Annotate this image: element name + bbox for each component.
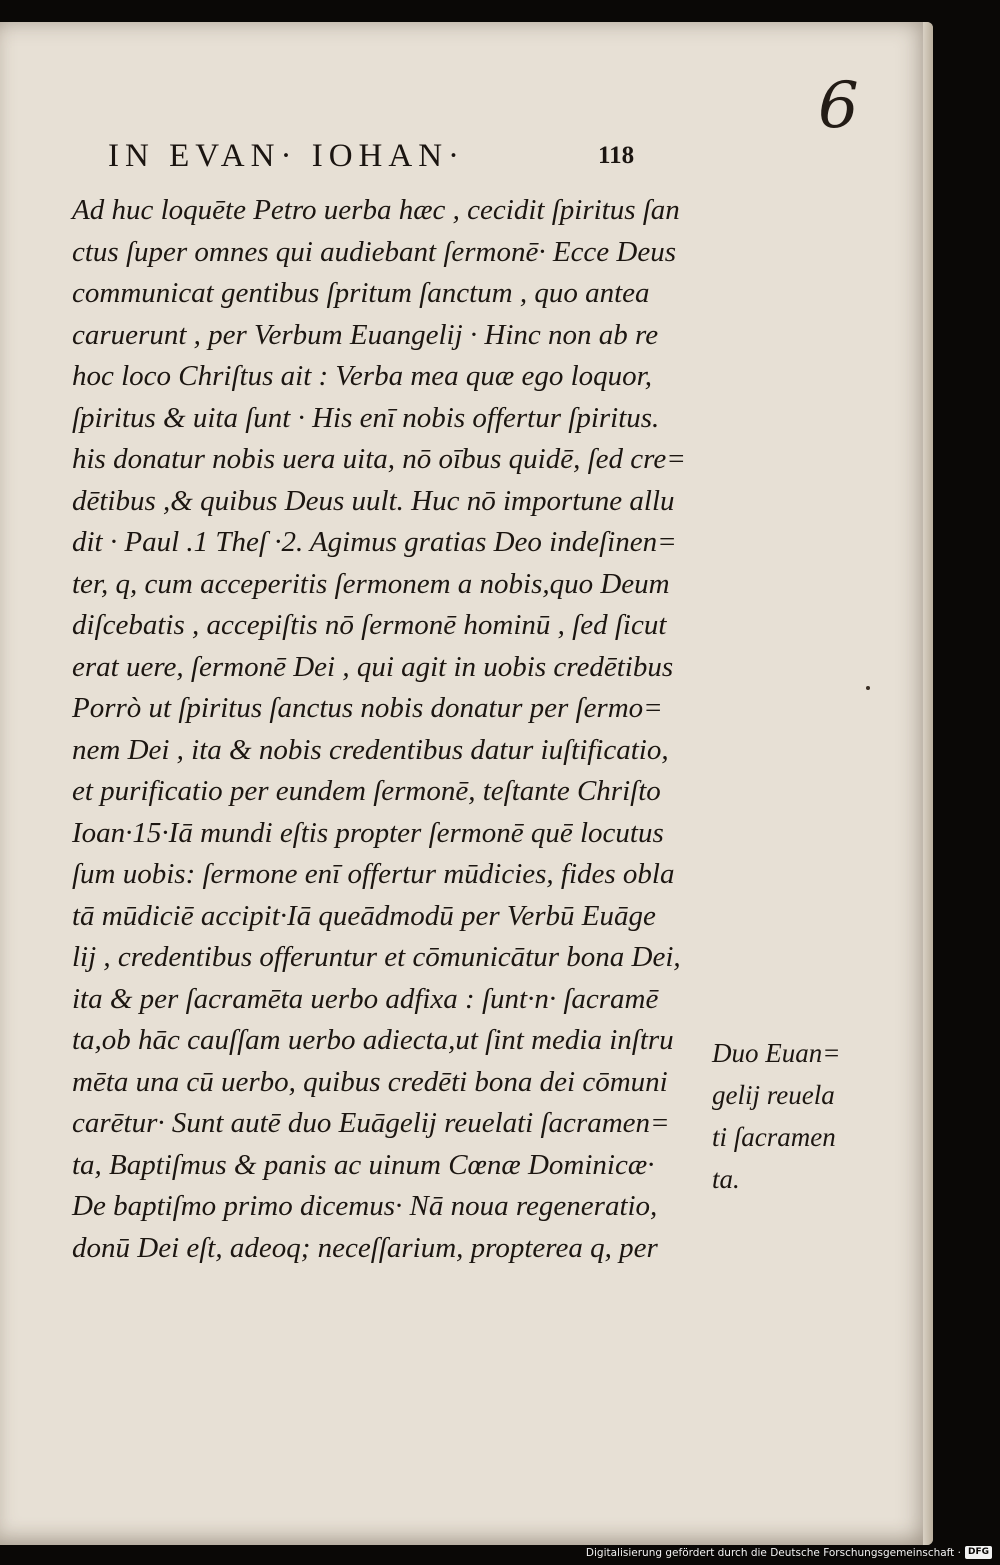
body-text: [72, 190, 712, 1269]
text-line: hoc loco Chriſtus ait : Verba mea quæ ego loquor,: [72, 360, 652, 392]
text-line: Ad huc loquēte Petro uerba hæc , cecidit ſpiritus ſan: [72, 194, 680, 226]
text-line: Porrò ut ſpiritus ſanctus nobis donatur per ſermo=: [72, 692, 663, 724]
text-line: Ioan·15·Iā mundi eſtis propter ſermonē quē locutus: [72, 816, 664, 849]
text-line: lij , credentibus offeruntur et cōmunicātur bona Dei,: [72, 941, 681, 973]
text-line: De baptiſmo primo dicemus· Nā noua regeneratio,: [72, 1190, 658, 1222]
text-line: donū Dei eſt, adeoq; neceſſarium, propterea q, per: [72, 1231, 658, 1264]
text-line: dētibus ,& quibus Deus uult. Huc nō importune allu: [72, 484, 675, 517]
text-line: dit · Paul .1 Theſ ·2. Agimus gratias Deo indeſinen=: [72, 526, 677, 558]
folio-number: 6: [818, 69, 859, 143]
running-head-title: IN EVAN· IOHAN·: [108, 138, 466, 174]
dfg-logo-icon: DFG: [965, 1546, 992, 1559]
text-line: his donatur nobis uera uita, nō oībus quidē, ſed cre=: [72, 443, 686, 475]
text-line: et purificatio per eundem ſermonē, teſtante Chriſto: [72, 775, 661, 807]
running-head: [108, 138, 648, 182]
marginal-line: Duo Euan=: [712, 1038, 841, 1068]
marginal-note: [712, 1032, 862, 1200]
book-page: [0, 22, 933, 1545]
text-line: tā mūdiciē accipit·Iā queādmodū per Verbū Euāge: [72, 899, 656, 932]
digitization-credit: [586, 1546, 992, 1559]
text-line: ter, q, cum acceperitis ſermonem a nobis,quo Deum: [72, 567, 670, 600]
marginal-line: ta.: [712, 1164, 740, 1194]
credit-text: Digitalisierung gefördert durch die Deutsche Forschungsgemeinschaft ·: [585, 1546, 961, 1559]
marginal-line: gelij reuela: [712, 1080, 835, 1110]
page-number: 118: [598, 142, 635, 169]
text-line: ſpiritus & uita ſunt · His enī nobis offertur ſpiritus.: [72, 401, 660, 434]
text-line: ſum uobis: ſermone enī offertur mūdicies, fides obla: [72, 858, 675, 890]
text-line: communicat gentibus ſpritum ſanctum , quo antea: [72, 277, 650, 309]
marginal-line: ti ſacramen: [712, 1122, 836, 1152]
text-line: diſcebatis , accepiſtis nō ſermonē hominū , ſed ſicut: [72, 609, 667, 641]
text-line: ita & per ſacramēta uerbo adfixa : ſunt·n· ſacramē: [72, 982, 659, 1015]
text-line: erat uere, ſermonē Dei , qui agit in uobis credētibus: [72, 650, 674, 683]
paper-speck: [866, 686, 870, 690]
text-line: mēta una cū uerbo, quibus credēti bona dei cōmuni: [72, 1065, 668, 1098]
text-line: caruerunt , per Verbum Euangelij · Hinc non ab re: [72, 318, 659, 351]
text-line: carētur· Sunt autē duo Euāgelij reuelati ſacramen=: [72, 1107, 670, 1139]
page-edge: [923, 22, 933, 1545]
text-line: ta, Baptiſmus & panis ac uinum Cœnæ Dominicæ·: [72, 1148, 655, 1181]
text-line: ta,ob hāc cauſſam uerbo adiecta,ut ſint media inſtru: [72, 1024, 674, 1056]
text-line: ctus ſuper omnes qui audiebant ſermonē· Ecce Deus: [72, 235, 677, 268]
text-line: nem Dei , ita & nobis credentibus datur iuſtificatio,: [72, 733, 669, 766]
